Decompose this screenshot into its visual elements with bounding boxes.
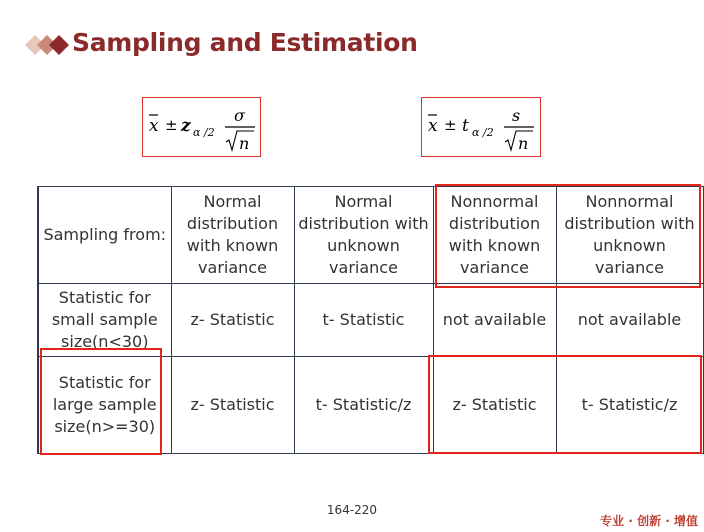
slide-title: Sampling and Estimation: [72, 28, 418, 57]
t-xbar: x: [428, 116, 438, 136]
header-normal-known: Normal distribution with known variance: [171, 187, 294, 284]
row-label-small: Statistic for small sample size(n<30): [38, 284, 171, 357]
t-interval-formula: [421, 97, 541, 157]
t-denominator-n: n: [518, 134, 529, 153]
sampling-statistics-table: [37, 186, 704, 454]
table-row-small-sample: [38, 284, 703, 357]
z-denominator-n: n: [239, 134, 250, 153]
table-cell: t- Statistic/z: [556, 357, 703, 454]
table-cell: z- Statistic: [171, 284, 294, 357]
z-plus-minus: ±: [165, 116, 178, 134]
brand-slogan: 专业 · 创新 · 增值: [600, 514, 698, 528]
table-cell: t- Statistic/z: [294, 357, 433, 454]
header-sampling-from: Sampling from:: [38, 187, 171, 284]
page-number: 164-220: [326, 503, 378, 517]
header-nonnormal-unknown: Nonnormal distribution with unknown variance: [556, 187, 703, 284]
header-nonnormal-known: Nonnormal distribution with known variance: [433, 187, 556, 284]
z-symbol: z: [181, 116, 191, 136]
table-cell: z- Statistic: [433, 357, 556, 454]
table-cell: z- Statistic: [171, 357, 294, 454]
header-normal-unknown: Normal distribution with unknown variance: [294, 187, 433, 284]
t-symbol: t: [462, 116, 469, 136]
table-cell: not available: [433, 284, 556, 357]
row-label-large: Statistic for large sample size(n>=30): [38, 357, 171, 454]
table-header-row: [38, 187, 703, 284]
t-numerator-s: s: [512, 106, 521, 125]
t-plus-minus: ±: [444, 116, 457, 134]
z-interval-formula: [142, 97, 261, 157]
diamond-logo-icon: [12, 30, 72, 60]
table-cell: not available: [556, 284, 703, 357]
t-subscript: α /2: [472, 126, 494, 139]
z-numerator-sigma: σ: [234, 106, 245, 125]
table-row-large-sample: [38, 357, 703, 454]
z-xbar: x: [149, 116, 159, 136]
table-cell: t- Statistic: [294, 284, 433, 357]
z-subscript: α /2: [193, 126, 215, 139]
